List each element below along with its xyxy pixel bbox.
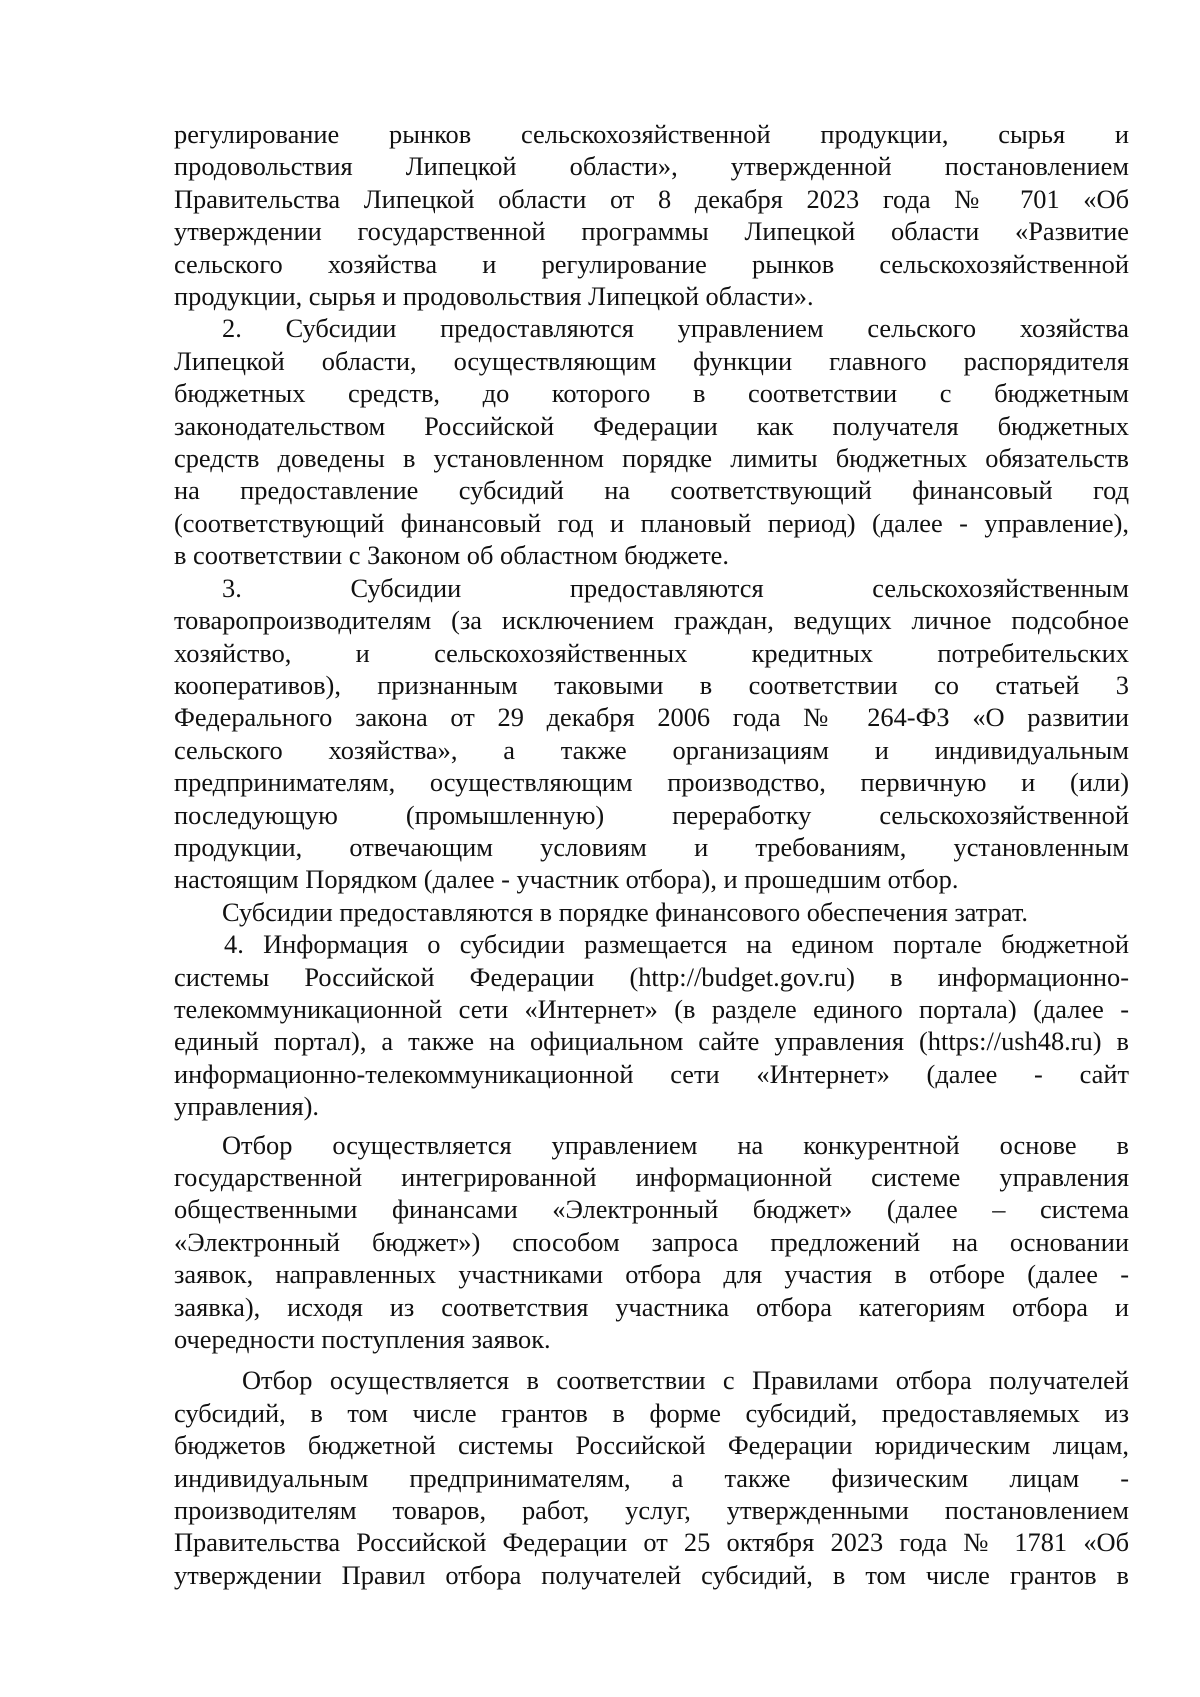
text-line: на предоставление субсидий на соответствующий финансовый год <box>174 475 1129 506</box>
text-line: телекоммуникационной сети «Интернет» (в разделе единого портала) (далее - <box>174 993 1129 1024</box>
text-line: сельского хозяйства и регулирование рынков сельскохозяйственной <box>174 248 1129 279</box>
text-line: последующую (промышленную) переработку сельскохозяйственной <box>174 799 1129 830</box>
text-line: товаропроизводителям (за исключением граждан, ведущих личное подсобное <box>174 605 1129 636</box>
text-line: системы Российской Федерации (http://budget.gov.ru) в информационно- <box>174 961 1129 992</box>
text-line: информационно-телекоммуникационной сети «Интернет» (далее - сайт <box>174 1058 1129 1089</box>
paragraph-item-4 <box>174 928 1129 1122</box>
text-line: Правительства Липецкой области от 8 декабря 2023 года № 701 «Об <box>174 183 1129 214</box>
paragraph-financing <box>174 896 1129 928</box>
paragraph-selection-rules <box>174 1364 1129 1591</box>
text-line: субсидий, в том числе грантов в форме субсидий, предоставляемых из <box>174 1397 1129 1428</box>
text-line: продукции, отвечающим условиям и требованиям, установленным <box>174 831 1129 862</box>
text-line: Отбор осуществляется в соответствии с Правилами отбора получателей <box>242 1365 1129 1396</box>
text-line: производителям товаров, работ, услуг, утвержденными постановлением <box>174 1495 1129 1526</box>
text-line: Федерального закона от 29 декабря 2006 года № 264-ФЗ «О развитии <box>174 702 1129 733</box>
text-line: (соответствующий финансовый год и плановый период) (далее - управление), <box>174 507 1129 538</box>
text-line: законодательством Российской Федерации как получателя бюджетных <box>174 410 1129 441</box>
text-line: бюджетных средств, до которого в соответствии с бюджетным <box>174 378 1129 409</box>
text-line: государственной интегрированной информационной системе управления <box>174 1162 1129 1192</box>
paragraph-item-3 <box>174 572 1129 896</box>
text-line: 3. Субсидии предоставляются сельскохозяйственным <box>222 572 1129 603</box>
text-line: сельского хозяйства», а также организациям и индивидуальным <box>174 734 1129 765</box>
paragraph-selection <box>174 1129 1129 1356</box>
text-line: продукции, сырья и продовольствия Липецкой области». <box>174 281 814 312</box>
text-line: Субсидии предоставляются в порядке финансового обеспечения затрат. <box>222 896 1028 927</box>
text-line: управления). <box>174 1091 319 1122</box>
text-line: индивидуальным предпринимателям, а также физическим лицам - <box>174 1462 1129 1493</box>
text-line: регулирование рынков сельскохозяйственной продукции, сырья и <box>174 119 1129 149</box>
text-line: в соответствии с Законом об областном бюджете. <box>174 540 729 571</box>
text-line: заявка), исходя из соответствия участника отбора категориям отбора и <box>174 1291 1129 1322</box>
text-line: очередности поступления заявок. <box>174 1324 551 1355</box>
text-line: единый портал), а также на официальном сайте управления (https://ush48.ru) в <box>174 1026 1129 1057</box>
text-line: средств доведены в установленном порядке лимиты бюджетных обязательств <box>174 443 1129 474</box>
text-line: бюджетов бюджетной системы Российской Федерации юридическим лицам, <box>174 1430 1129 1461</box>
paragraph-item-2 <box>174 312 1129 571</box>
text-line: хозяйство, и сельскохозяйственных кредитных потребительских <box>174 637 1129 668</box>
document-page <box>174 118 1129 1591</box>
text-line: кооперативов), признанным таковыми в соответствии со статьей 3 <box>174 669 1129 700</box>
text-line: 4. Информация о субсидии размещается на едином портале бюджетной <box>224 929 1129 960</box>
text-line: утверждении Правил отбора получателей субсидий, в том числе грантов в <box>174 1559 1129 1590</box>
text-line: настоящим Порядком (далее - участник отбора), и прошедшим отбор. <box>174 864 959 895</box>
text-line: Липецкой области, осуществляющим функции главного распорядителя <box>174 345 1129 376</box>
text-line: Правительства Российской Федерации от 25 октября 2023 года № 1781 «Об <box>174 1527 1129 1558</box>
text-line: общественными финансами «Электронный бюджет» (далее – система <box>174 1194 1129 1225</box>
text-line: «Электронный бюджет») способом запроса предложений на основании <box>174 1226 1129 1257</box>
text-line: Отбор осуществляется управлением на конкурентной основе в <box>222 1129 1129 1160</box>
text-line: заявок, направленных участниками отбора для участия в отборе (далее - <box>174 1259 1129 1290</box>
text-line: предпринимателям, осуществляющим производство, первичную и (или) <box>174 767 1129 798</box>
text-line: продовольствия Липецкой области», утвержденной постановлением <box>174 151 1129 182</box>
paragraph-program-reference <box>174 118 1129 312</box>
text-line: 2. Субсидии предоставляются управлением сельского хозяйства <box>222 313 1129 344</box>
text-line: утверждении государственной программы Липецкой области «Развитие <box>174 216 1129 247</box>
